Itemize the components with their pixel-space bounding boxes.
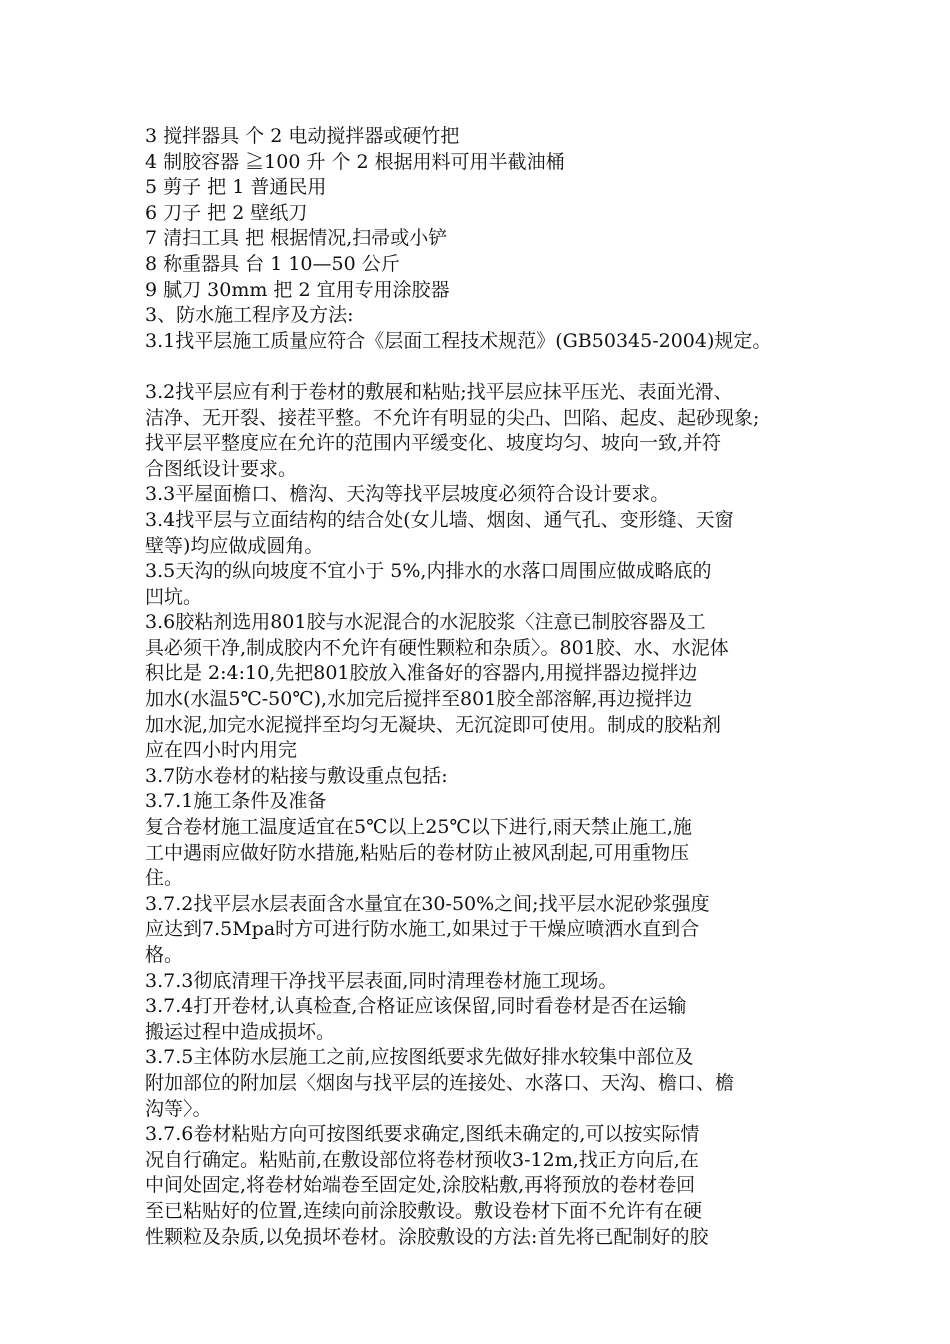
text-line: 3.7.2找平层水层表面含水量宜在30-50%之间;找平层水泥砂浆强度 — [145, 892, 710, 915]
text-line: 性颗粒及杂质,以免损坏卷材。涂胶敷设的方法:首先将已配制好的胶 — [145, 1225, 709, 1248]
text-line: 4 制胶容器 ≧100 升 个 2 根据用料可用半截油桶 — [145, 150, 565, 173]
text-line: 3.2找平层应有利于卷材的敷展和粘贴;找平层应抹平压光、表面光滑、 — [145, 380, 733, 403]
text-line: 工中遇雨应做好防水措施,粘贴后的卷材防止被风刮起,可用重物压 — [145, 841, 690, 864]
text-line: 应达到7.5Mpa时方可进行防水施工,如果过于干燥应喷洒水直到合 — [145, 918, 700, 941]
text-line: 3.3平屋面檐口、檐沟、天沟等找平层坡度必须符合设计要求。 — [145, 483, 670, 506]
text-line: 洁净、无开裂、接茬平整。不允许有明显的尖凸、凹陷、起皮、起砂现象; — [145, 406, 760, 429]
text-line: 9 腻刀 30mm 把 2 宜用专用涂胶器 — [145, 278, 450, 301]
text-line: 5 剪子 把 1 普通民用 — [145, 176, 327, 199]
text-line: 附加部位的附加层〈烟囱与找平层的连接处、水落口、天沟、檐口、檐 — [145, 1071, 735, 1094]
document-body — [145, 124, 835, 1250]
text-line: 搬运过程中造成损坏。 — [145, 1020, 336, 1043]
text-line: 3.7.4打开卷材,认真检查,合格证应该保留,同时看卷材是否在运输 — [145, 995, 687, 1018]
text-line: 3.1找平层施工质量应符合《层面工程技术规范》(GB50345-2004)规定。 — [145, 329, 772, 352]
text-line: 3.7.1施工条件及准备 — [145, 790, 327, 813]
text-line: 3.7.6卷材粘贴方向可按图纸要求确定,图纸未确定的,可以按实际情 — [145, 1123, 700, 1146]
text-line: 加水泥,加完水泥搅拌至均匀无凝块、无沉淀即可使用。制成的胶粘剂 — [145, 713, 722, 736]
text-line: 具必须干净,制成胶内不允许有硬性颗粒和杂质〉。801胶、水、水泥体 — [145, 636, 729, 659]
text-line: 中间处固定,将卷材始端卷至固定处,涂胶粘敷,再将预放的卷材卷回 — [145, 1174, 696, 1197]
text-line: 应在四小时内用完 — [145, 739, 298, 762]
text-line: 合图纸设计要求。 — [145, 457, 298, 480]
text-line: 况自行确定。粘贴前,在敷设部位将卷材预收3-12m,找正方向后,在 — [145, 1148, 699, 1171]
text-line: 加水(水温5℃-50℃),水加完后搅拌至801胶全部溶解,再边搅拌边 — [145, 688, 693, 711]
text-line: 3.6胶粘剂选用801胶与水泥混合的水泥胶浆〈注意已制胶容器及工 — [145, 611, 706, 634]
text-line: 凹坑。 — [145, 585, 203, 608]
text-line: 8 称重器具 台 1 10—50 公斤 — [145, 252, 400, 275]
text-line: 3.7.5主体防水层施工之前,应按图纸要求先做好排水较集中部位及 — [145, 1046, 694, 1069]
text-line: 3 搅拌器具 个 2 电动搅拌器或硬竹把 — [145, 125, 460, 147]
text-line: 至已粘贴好的位置,连续向前涂胶敷设。敷设卷材下面不允许有在硬 — [145, 1199, 703, 1222]
text-line: 3.5天沟的纵向坡度不宜小于 5%,内排水的水落口周围应做成略底的 — [145, 560, 712, 583]
text-line: 3.4找平层与立面结构的结合处(女儿墙、烟囱、通气孔、变形缝、天窗 — [145, 508, 734, 531]
text-line: 沟等〉。 — [145, 1097, 212, 1120]
text-line: 壁等)均应做成圆角。 — [145, 534, 324, 557]
text-line: 复合卷材施工温度适宜在5℃以上25℃以下进行,雨天禁止施工,施 — [145, 816, 692, 839]
text-line: 格。 — [145, 944, 184, 966]
text-line: 3.7.3彻底清理干净找平层表面,同时清理卷材施工现场。 — [145, 969, 618, 992]
text-line: 6 刀子 把 2 壁纸刀 — [145, 201, 308, 224]
text-line: 3.7防水卷材的粘接与敷设重点包括: — [145, 764, 448, 787]
text-line: 找平层平整度应在允许的范围内平缓变化、坡度均匀、坡向一致,并符 — [145, 432, 722, 455]
text-line: 住。 — [145, 867, 184, 890]
section-heading: 3、防水施工程序及方法: — [145, 304, 354, 327]
text-line: 积比是 2:4:10,先把801胶放入准备好的容器内,用搅拌器边搅拌边 — [145, 662, 698, 685]
blank-line — [145, 354, 835, 380]
text-line: 7 清扫工具 把 根据情况,扫帚或小铲 — [145, 227, 448, 250]
